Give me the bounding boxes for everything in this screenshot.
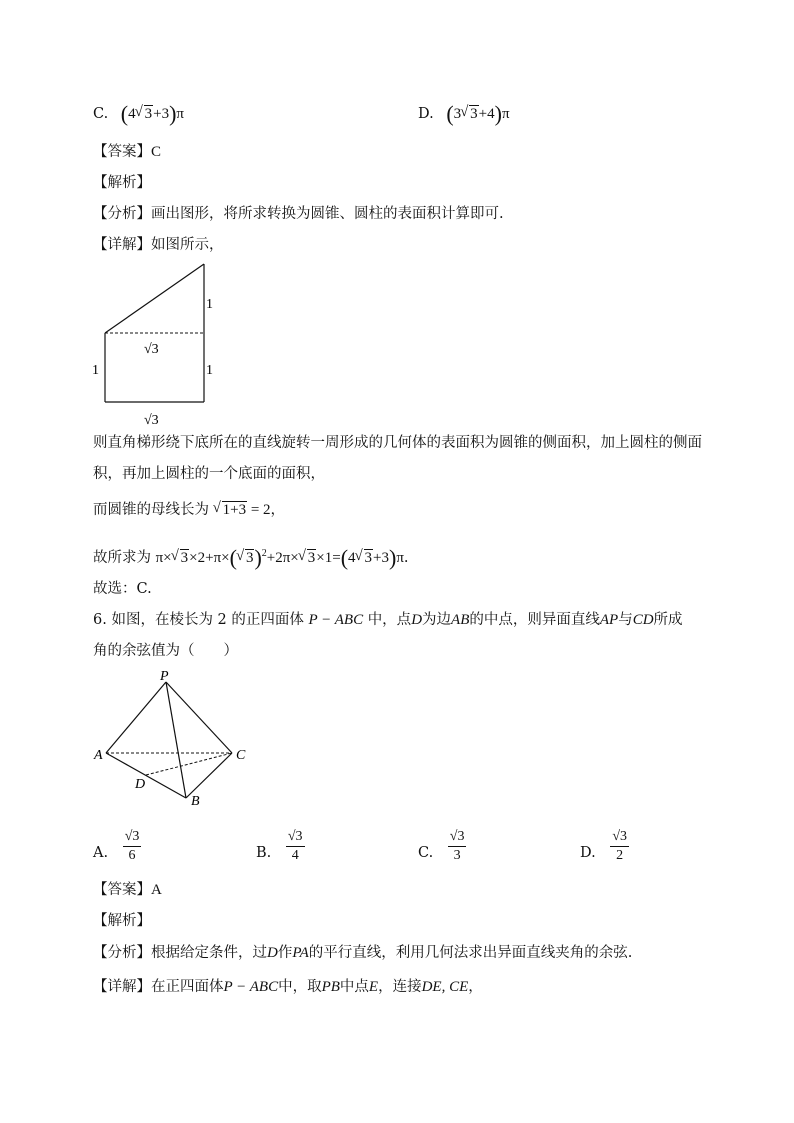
q6-option-b: B. $\frac{√3}{4}$ [256,829,303,863]
tetrahedron-figure [88,668,258,810]
label-C: C [236,748,246,763]
label-A: A [94,748,103,763]
q6-option-a: A. $\frac{√3}{6}$ [93,829,140,863]
label-left: 1 [92,363,99,378]
q6-answer: 【答案】A [93,882,162,898]
option-d: D. (3√ 3+4)π [418,104,510,124]
q6-analysis-heading: 【解析】 [93,913,151,929]
q5-generatrix: 而圆锥的母线长为 √ 1+3 = 2， [93,500,285,520]
label-D: D [135,777,146,792]
q5-analysis-heading: 【解析】 [93,175,151,191]
q6-option-d: D. $\frac{√3}{2}$ [580,829,628,863]
label-top-right: 1 [206,297,213,312]
q6-xiangjie: 【详解】在正四面体P − ABC中，取PB中点E，连接DE, CE， [93,979,483,995]
option-c-label: C. [93,106,109,122]
generatrix-math: √ 1+3 = 2 [214,502,271,518]
result-math: π×√ 3×2+π×(√ 3)$^2$+2π×√ 3×1=(4√ 3+3)π [156,550,404,566]
label-right: 1 [206,363,213,378]
label-bottom: √3 [144,413,159,428]
trapezoid-figure [88,258,228,430]
q5-para1-line2: 积，再加上圆柱的一个底面的面积， [93,466,325,482]
q5-result: 故所求为 π×√ 3×2+π×(√ 3)$^2$+2π×√ 3×1=(4√ 3+3)π. [93,544,409,568]
label-mid-dashed: √3 [144,342,159,357]
label-P: P [160,669,169,684]
label-B: B [191,794,200,809]
q5-para1-line1: 则直角梯形绕下底所在的直线旋转一周形成的几何体的表面积为圆锥的侧面积，加上圆柱的侧面 [93,435,702,451]
q5-answer: 【答案】C [93,144,162,160]
q6-stem-line2: 角的余弦值为（ ） [93,643,238,659]
option-c: C. (4√ 3+3)π [93,104,184,124]
q5-choose: 故选：C. [93,581,152,597]
q5-xiangjie: 【详解】如图所示， [93,237,224,253]
q6-fenxi: 【分析】根据给定条件，过D作PA的平行直线，利用几何法求出异面直线夹角的余弦. [93,945,633,961]
q6-option-c: C. $\frac{√3}{3}$ [418,829,465,863]
option-d-label: D. [418,106,434,122]
q6-stem-line1: 6. 如图，在棱长为 2 的正四面体 P − ABC 中，点D为边AB的中点，则异面直线AP与CD所成 [93,612,683,628]
q5-fenxi: 【分析】画出图形，将所求转换为圆锥、圆柱的表面积计算即可. [93,206,504,222]
